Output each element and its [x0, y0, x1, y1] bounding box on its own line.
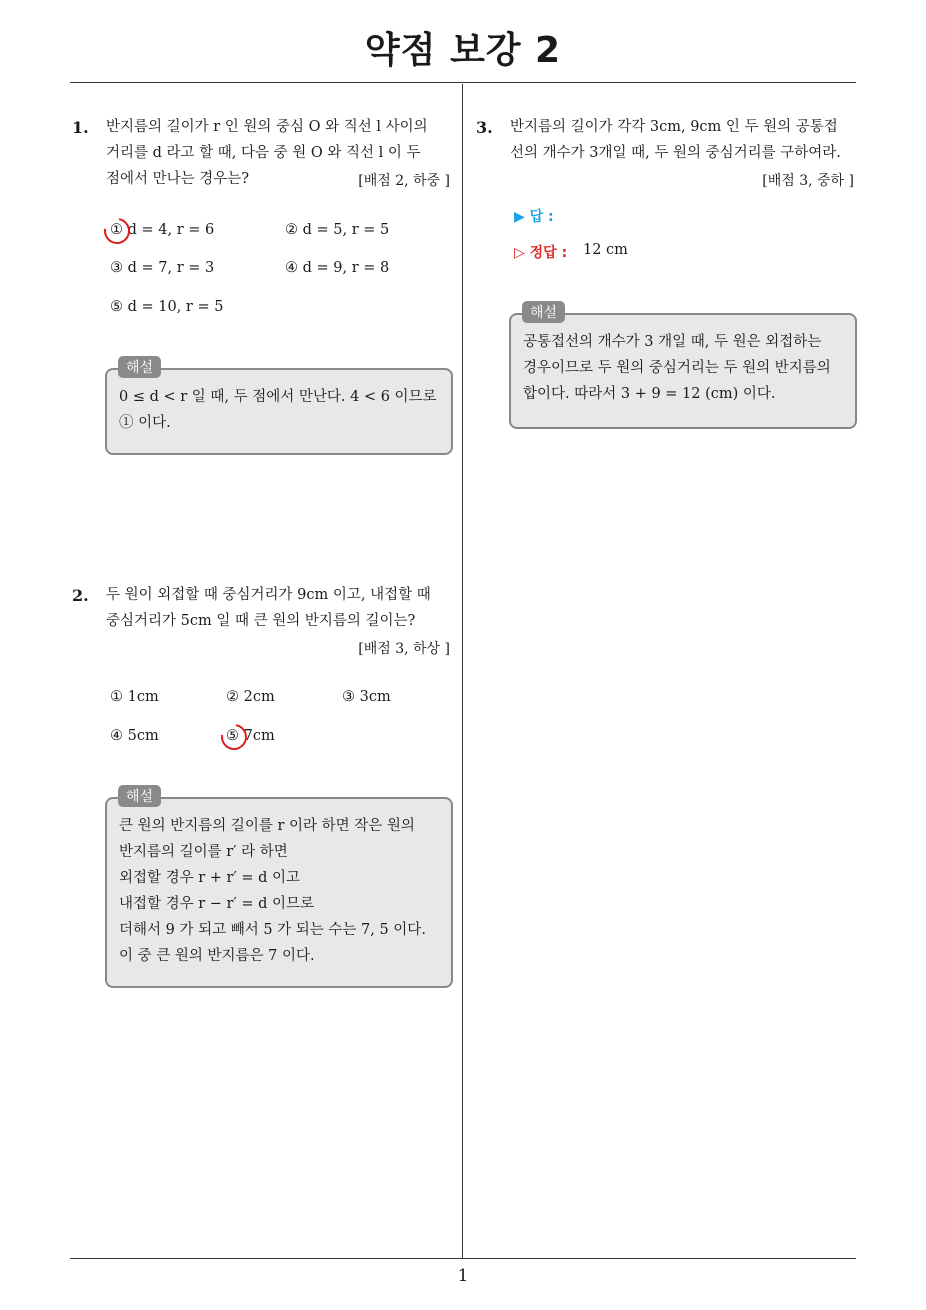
q2-solution-line: 더해서 9 가 되고 빼서 5 가 되는 수는 7, 5 이다. [119, 922, 426, 938]
q2-choice-3[interactable]: ③ 3cm [342, 689, 391, 705]
q2-solution-box [105, 797, 453, 988]
q1-choice-2[interactable]: ② d = 5, r = 5 [285, 222, 390, 238]
q2-choice-2[interactable]: ② 2cm [226, 689, 275, 705]
footer-divider [70, 1258, 856, 1259]
question-3-text [510, 114, 860, 166]
answer-input-label[interactable]: ▶ 답 : [514, 209, 554, 225]
q1-choice-3[interactable]: ③ d = 7, r = 3 [110, 260, 215, 276]
q1-solution-line: ① 이다. [119, 415, 171, 431]
q2-solution-line: 이 중 큰 원의 반지름은 7 이다. [119, 948, 315, 964]
question-1-line: 반지름의 길이가 r 인 원의 중심 O 와 직선 l 사이의 [106, 119, 428, 135]
q2-solution-tag: 해설 [118, 785, 161, 807]
q1-choice-1[interactable]: ① d = 4, r = 6 [110, 222, 215, 238]
page-title: 약점 보강 2 [364, 30, 562, 71]
question-2-text [106, 582, 456, 634]
question-1-number: 1. [72, 118, 89, 137]
question-2-meta: [배점 3, 하상 ] [358, 641, 450, 657]
question-3-number: 3. [476, 118, 493, 137]
question-3-meta: [배점 3, 중하 ] [762, 173, 854, 189]
q1-solution-tag: 해설 [118, 356, 161, 378]
correct-answer-label: ▷ 정답 : [514, 245, 568, 261]
correct-answer-value: 12 cm [583, 242, 628, 258]
q2-solution-line: 큰 원의 반지름의 길이를 r 이라 하면 작은 원의 [119, 818, 415, 834]
selected-answer-mark [216, 719, 252, 755]
q3-solution-line: 경우이므로 두 원의 중심거리는 두 원의 반지름의 [523, 360, 831, 376]
column-divider [462, 84, 463, 1258]
question-1-line: 점에서 만나는 경우는? [106, 171, 250, 187]
question-3-line: 선의 개수가 3개일 때, 두 원의 중심거리를 구하여라. [510, 145, 841, 161]
q1-solution-box [105, 368, 453, 455]
question-1-line: 거리를 d 라고 할 때, 다음 중 원 O 와 직선 l 이 두 [106, 145, 421, 161]
q1-choice-5[interactable]: ⑤ d = 10, r = 5 [110, 299, 224, 315]
question-1-meta: [배점 2, 하중 ] [358, 173, 450, 189]
q2-solution-line: 반지름의 길이를 r′ 라 하면 [119, 844, 288, 860]
question-2-number: 2. [72, 586, 89, 605]
q1-choice-4[interactable]: ④ d = 9, r = 8 [285, 260, 390, 276]
question-3-line: 반지름의 길이가 각각 3cm, 9cm 인 두 원의 공통접 [510, 119, 838, 135]
header-divider [70, 82, 856, 83]
q3-solution-tag: 해설 [522, 301, 565, 323]
question-2-line: 두 원이 외접할 때 중심거리가 9cm 이고, 내접할 때 [106, 587, 431, 603]
selected-answer-mark [99, 213, 135, 249]
q3-solution-line: 공통접선의 개수가 3 개일 때, 두 원은 외접하는 [523, 334, 822, 350]
q2-choice-4[interactable]: ④ 5cm [110, 728, 159, 744]
q2-choice-5[interactable]: ⑤ 7cm [226, 728, 275, 744]
page-number: 1 [457, 1266, 469, 1286]
q3-solution-box [509, 313, 857, 429]
q1-solution-line: 0 ≤ d < r 일 때, 두 점에서 만난다. 4 < 6 이므로 [119, 389, 437, 405]
q2-solution-line: 내접할 경우 r − r′ = d 이므로 [119, 896, 315, 912]
q2-choice-1[interactable]: ① 1cm [110, 689, 159, 705]
question-2-line: 중심거리가 5cm 일 때 큰 원의 반지름의 길이는? [106, 613, 416, 629]
q2-solution-line: 외접할 경우 r + r′ = d 이고 [119, 870, 301, 886]
q3-solution-line: 합이다. 따라서 3 + 9 = 12 (cm) 이다. [523, 386, 776, 402]
